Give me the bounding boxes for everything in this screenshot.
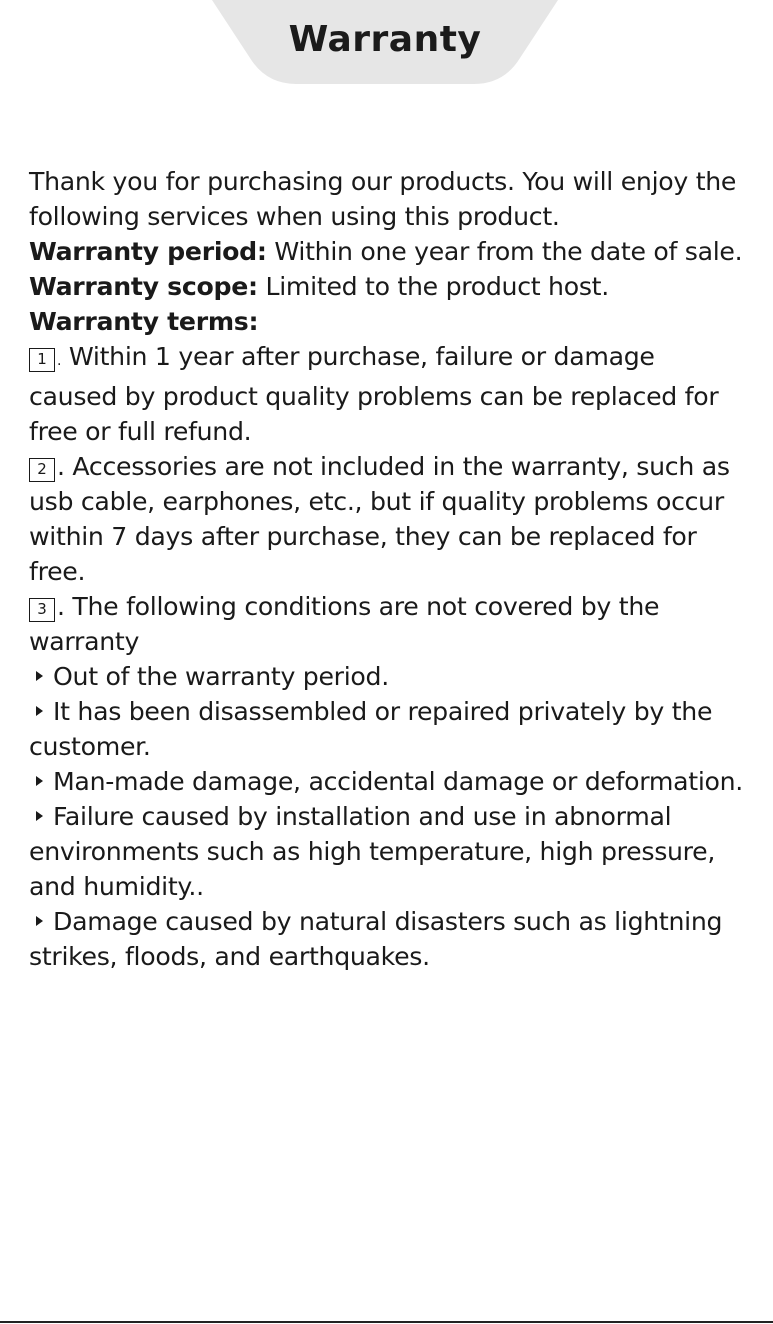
warranty-scope bbox=[29, 269, 745, 304]
term-item-2 bbox=[29, 449, 745, 589]
exclusion-item bbox=[29, 694, 745, 764]
exclusion-text: Man-made damage, accidental damage or deformation. bbox=[53, 767, 744, 796]
intro-paragraph: Thank you for purchasing our products. You will enjoy the following services when using this product. bbox=[29, 167, 737, 231]
term-item-3 bbox=[29, 589, 745, 659]
triangle-bullet-icon bbox=[36, 776, 43, 786]
warranty-terms-label: Warranty terms: bbox=[29, 307, 259, 336]
header-tab bbox=[212, 0, 558, 84]
triangle-bullet-icon bbox=[36, 916, 43, 926]
term-separator: . bbox=[57, 592, 65, 621]
exclusion-item bbox=[29, 799, 745, 904]
warranty-period-text: Within one year from the date of sale. bbox=[266, 237, 743, 266]
term-separator: . bbox=[57, 452, 65, 481]
exclusion-text: Failure caused by installation and use in abnormal environments such as high temperature, high pressure, and humidity.. bbox=[29, 802, 716, 901]
warranty-scope-text: Limited to the product host. bbox=[257, 272, 609, 301]
warranty-content bbox=[29, 164, 745, 974]
term-text: Within 1 year after purchase, failure or damage caused by product quality problems can be replaced for free or full refund. bbox=[29, 342, 719, 446]
triangle-bullet-icon bbox=[36, 706, 43, 716]
term-text: The following conditions are not covered by the warranty bbox=[29, 592, 660, 656]
exclusion-item bbox=[29, 764, 745, 799]
page-title: Warranty bbox=[288, 19, 482, 60]
warranty-scope-label: Warranty scope: bbox=[29, 272, 258, 301]
exclusion-text: Out of the warranty period. bbox=[53, 662, 389, 691]
exclusion-item bbox=[29, 904, 745, 974]
warranty-period bbox=[29, 234, 745, 269]
triangle-bullet-icon bbox=[36, 671, 43, 681]
term-number-badge: 1 bbox=[29, 348, 55, 372]
warranty-period-label: Warranty period: bbox=[29, 237, 267, 266]
term-item-1 bbox=[29, 339, 745, 449]
exclusion-text: It has been disassembled or repaired privately by the customer. bbox=[29, 697, 713, 761]
bottom-divider bbox=[0, 1321, 773, 1323]
term-number-badge: 2 bbox=[29, 458, 55, 482]
term-separator: . bbox=[57, 353, 62, 369]
exclusion-text: Damage caused by natural disasters such as lightning strikes, floods, and earthquakes. bbox=[29, 907, 723, 971]
exclusion-item bbox=[29, 659, 745, 694]
term-text: Accessories are not included in the warranty, such as usb cable, earphones, etc., but if quality problems occur within 7 days after purchase, they can be replaced for free. bbox=[29, 452, 730, 586]
triangle-bullet-icon bbox=[36, 811, 43, 821]
term-number-badge: 3 bbox=[29, 598, 55, 622]
